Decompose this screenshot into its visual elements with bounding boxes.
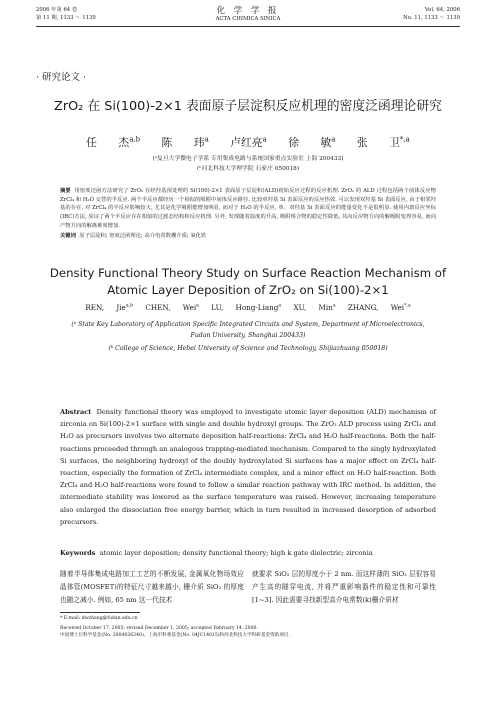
author-cn: 陈 玮$^a$ <box>161 134 209 149</box>
footnote-funding: 中国博士后科学基金(No. 2004036240)、上海市科委基金(No. 04JC14015)和河北科技大学科研基金资助项目. <box>60 633 290 638</box>
title-en-line: Atomic Layer Deposition of ZrO₂ on Si(100)-2×1 <box>107 283 389 297</box>
author-cn: 任 杰$^{a,b}$ <box>86 134 141 149</box>
keywords-en-text: atomic layer deposition; density functional theory; high k gate dielectric; zirconia <box>99 549 373 557</box>
keywords-cn-label: 关键词 <box>60 233 76 239</box>
author-en: CHEN, Wei$^a$ <box>145 303 199 312</box>
abstract-cn-label: 摘要 <box>60 188 71 194</box>
volume-line: 2006 年第 64 卷 <box>36 7 78 13</box>
abstract-cn-text: 用密度泛函方法研究了 ZrO₂ 在经羟基预处理的 Si(100)-2×1 表面原子层淀积(ALD)初始反应过程的反应机理. ZrO₂ 的 ALD 过程包括两个前体反应物 ZrCl₄ 和 H₂O 交替的半反应. 两个半反应都经历一个相似的吸附中间体反应路径. 比较单羟基 Si 表面反应的反应热效. 可以发现双羟基 Si 表面反应, 由于相邻羟基的存在, 对 ZrCl₄ 的半反应影响较大, 尤其是化学吸附能增加明显, 而对于 H₂O 的半反应, 单、双羟基 Si 表面反应的能量变化不是很明显. 使用内禀反应坐标(IRC)方法, 验证了两个半反应存在相似的过渡态结构和反应机理. 另外, 发现随着温度的升高, 吸附络合物的稳定性降低, 其向反应物方向的解吸附变得容易, 而向产物方向的解离难度增加. <box>60 188 436 229</box>
author-en: XU, Min$^a$ <box>293 303 336 312</box>
author-cn: 徐 敏$^a$ <box>288 134 336 149</box>
header-rule <box>36 26 460 27</box>
journal-name-en: ACTA CHIMICA SINICA <box>215 16 281 22</box>
title-en <box>0 265 496 299</box>
authors-en <box>0 303 496 312</box>
footnote-rule <box>60 612 140 613</box>
author-en: REN, Jie$^{a,b}$ <box>85 303 134 312</box>
volume-line-en: Vol. 64, 2006 <box>424 7 460 13</box>
footnote-email: * E-mail: dwzhang@fudan.edu.cn <box>60 616 138 621</box>
author-en: ZHANG, Wei$^{*,a}$ <box>347 303 411 312</box>
issue-pages-line-en: No. 11, 1133 ～ 1139 <box>403 14 460 21</box>
footnote-received: Received October 17, 2005; revised December 1, 2005; accepted February 14, 2006. <box>60 626 258 631</box>
abstract-en <box>60 406 436 528</box>
abstract-en-text: Density functional theory was employed to investigate atomic layer deposition (ALD) mechanism of zirconia on Si(100)-2×1 surface with single and double hydroxyl groups. The ZrO₂ ALD process using ZrCl₄ and H₂O as precursors involves two alternate deposition half-reactions: ZrCl₄ and H₂O half-reactions. Both the half-reactions proceeded through an analogous trapping-mediated mechanism. Compared to the singly hydroxylated Si surfaces, the neighboring hydroxyl of the doubly hydroxylated Si surfaces has a major effect on ZrCl₄ half-reaction, especially the formation of ZrCl₄ intermediate complex, and a minor effect on H₂O half-reaction. Both ZrCl₄ and H₂O half-reactions were found to follow a similar reaction pathway with IRC method. In addition, the intermediate stability was lowered as the surface temperature was raised. However, increasing temperature also enlarged the dissociation free energy barrier, which in turn resulted in increased desorption of adsorbed precursors. <box>60 408 436 526</box>
author-cn: 张 卫$^{*,a}$ <box>356 134 410 149</box>
keywords-en <box>60 549 436 557</box>
affiliation-en: Fudan University, Shanghai 200433) <box>190 332 306 339</box>
section-label: · 研究论文 · <box>36 72 87 83</box>
keywords-cn <box>60 232 436 241</box>
keywords-en-label: Keywords <box>60 549 96 557</box>
body-text-left: 随着半导体集成电路加工工艺的不断发展, 金属氧化物场效应晶体管(MOSFET)的特征尺寸越来越小, 栅介质 SiO₂ 的厚度也随之减小. 例如, 65 nm 这一代技术 <box>60 570 244 604</box>
title-cn: ZrO₂ 在 Si(100)-2×1 表面原子层淀积反应机理的密度泛函理论研究 <box>54 99 442 114</box>
author-en: LU, Hong-Liang$^a$ <box>211 303 282 312</box>
authors-cn <box>0 135 496 150</box>
issue-pages-line: 第 11 期, 1133 ～ 1139 <box>36 14 96 21</box>
affiliation-en: (ᵃ State Key Laboratory of Application Specific Integrated Circuits and System, Department of Microelectronics, <box>71 321 425 328</box>
title-en-line: Density Functional Theory Study on Surface Reaction Mechanism of <box>49 266 447 280</box>
author-cn: 卢红亮$^a$ <box>230 134 267 149</box>
keywords-cn-text: 原子层淀积; 密度泛函理论; 高介电常数栅介质; 氧化锆 <box>79 233 207 239</box>
abstract-en-label: Abstract <box>60 408 92 416</box>
affiliation-cn: (ᵃ复旦大学微电子学系 专用集成电路与系统国家重点实验室 上海 200433) <box>152 156 344 162</box>
journal-name-cn: 化 学 学 报 <box>216 6 280 16</box>
abstract-cn <box>60 187 436 231</box>
body-text-right: 就要求 SiO₂ 层的厚度小于 2 nm. 而这样薄的 SiO₂ 层很容易产生高的隧穿电流, 并将严重影响器件的稳定性和可靠性[1~3]. 因此需要寻找新型高介电常数(k)栅介质材 <box>252 570 436 604</box>
affiliation-en: (ᵇ College of Science, Hebei University of Science and Technology, Shijiazhuang 050018) <box>108 345 388 352</box>
journal-volume-info-en <box>403 7 460 22</box>
affiliation-cn: (ᵇ河北科技大学理学院 石家庄 050018) <box>196 166 300 172</box>
